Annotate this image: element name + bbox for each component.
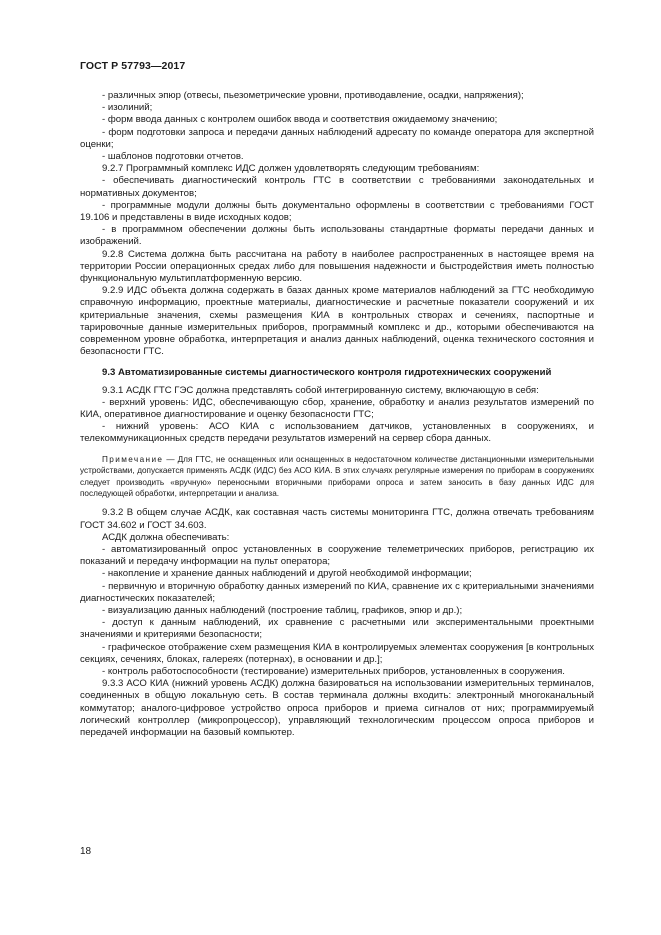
paragraph: 9.3.3 АСО КИА (нижний уровень АСДК) должна базироваться на использовании измерительных терминалов, соединенных в общую локальную сеть. В состав терминала должны входить: электронный многоканальный коммутатор; аналого-цифровое устройство опроса приборов и приема сигналов от них; программируемый логический контроллер (микропроцессор), управляющий технологическим процессом опроса приборов и передачей информации на базовый компьютер. bbox=[80, 678, 594, 738]
paragraph: - изолиний; bbox=[102, 102, 153, 114]
paragraph-block-a bbox=[80, 90, 594, 358]
paragraph: 9.2.9 ИДС объекта должна содержать в базах данных кроме материалов наблюдений за ГТС необходимую справочную информацию, проектные материалы, диагностические и расчетные показатели сооружений и их критериальные значения, схемы размещения КИА в контрольных створах и сечениях, паспортные и тарировочные данные измерительных приборов, программный комплекс и др., которыми обеспечиваются на современном уровне обработка, интерпретация и анализ данных наблюдений, оценка технического состояния и безопасности ГТС. bbox=[80, 285, 594, 358]
paragraph: - шаблонов подготовки отчетов. bbox=[102, 151, 244, 163]
page-number: 18 bbox=[80, 846, 92, 857]
paragraph: 9.3.1 АСДК ГТС ГЭС должна представлять собой интегрированную систему, включающую в себя: bbox=[102, 384, 539, 396]
note-label: Примечание bbox=[102, 454, 164, 464]
paragraph-block-b bbox=[80, 385, 594, 446]
paragraph: - обеспечивать диагностический контроль ГТС в соответствии с требованиями законодательных и нормативных документов; bbox=[80, 175, 594, 199]
paragraph: - автоматизированный опрос установленных в сооружение телеметрических приборов, регистрацию их показаний и передачу информации на пульт оператора; bbox=[80, 543, 594, 568]
paragraph: - визуализацию данных наблюдений (построение таблиц, графиков, эпюр и др.); bbox=[102, 604, 463, 616]
paragraph: - нижний уровень: АСО КИА с использованием датчиков, установленных в сооружениях, и телекоммуникационных средств передачи результатов измерений на сервер сбора данных. bbox=[80, 421, 594, 445]
paragraph: - в программном обеспечении должны быть использованы стандартные форматы передачи данных и изображений. bbox=[80, 224, 594, 248]
paragraph: 9.3.2 В общем случае АСДК, как составная часть системы мониторинга ГТС, должна отвечать требованиям ГОСТ 34.602 и ГОСТ 34.603. bbox=[80, 507, 594, 531]
paragraph: - доступ к данным наблюдений, их сравнение с расчетными или экспериментальными проектными значениями и критериями безопасности; bbox=[80, 617, 594, 641]
paragraph: - форм ввода данных с контролем ошибок ввода и соответствия ожидаемому значению; bbox=[102, 114, 498, 126]
paragraph: 9.2.8 Система должна быть рассчитана на работу в наиболее распространенных в настоящее время на территории России операционных средах либо для повышения надежности и быстродействия иметь полностью функциональную мультиплатформенную версию. bbox=[80, 248, 594, 285]
standard-header: ГОСТ Р 57793—2017 bbox=[80, 60, 186, 72]
paragraph: - форм подготовки запроса и передачи данных наблюдений адресату по команде оператора для экспертной оценки; bbox=[80, 126, 594, 150]
paragraph: - контроль работоспособности (тестирование) измерительных приборов, установленных в сооружения. bbox=[102, 665, 565, 677]
section-heading: 9.3 Автоматизированные системы диагностического контроля гидротехнических сооружений bbox=[102, 367, 552, 379]
note-text: — Для ГТС, не оснащенных или оснащенных в недостаточном количестве дистанционными измерительными устройствами, допускается применять АСДК (ИДС) без АСО КИА. В этих случаях регулярные измерения по приборам в сооружениях следует производить «вручную» переносными вторичными приборами опроса и затем заносить в базу данных ИДС для последующей обработки, интерпретации и анализа. bbox=[80, 454, 594, 498]
paragraph: - первичную и вторичную обработку данных измерений по КИА, сравнение их с критериальными значениями диагностических показателей; bbox=[80, 580, 594, 604]
paragraph: 9.2.7 Программный комплекс ИДС должен удовлетворять следующим требованиям: bbox=[102, 163, 480, 175]
page-content bbox=[80, 90, 594, 739]
paragraph: - верхний уровень: ИДС, обеспечивающую сбор, хранение, обработку и анализ результатов измерений по КИА, оперативное диагностирование и оценку безопасности ГТС; bbox=[80, 396, 594, 421]
paragraph: АСДК должна обеспечивать: bbox=[102, 531, 230, 543]
paragraph: - графическое отображение схем размещения КИА в контролируемых элементах сооружения [в контрольных секциях, сечениях, блоках, галереях (потернах), в основании и др.]; bbox=[80, 641, 594, 665]
note-paragraph bbox=[80, 454, 594, 500]
paragraph-block-c bbox=[80, 507, 594, 739]
paragraph: - накопление и хранение данных наблюдений и другой необходимой информации; bbox=[102, 568, 472, 580]
paragraph: - различных эпюр (отвесы, пьезометрические уровни, противодавление, осадки, напряжения); bbox=[102, 90, 524, 101]
paragraph: - программные модули должны быть документально оформлены в соответствии с требованиями ГОСТ 19.106 и представлены в виде исходных кодов; bbox=[80, 199, 594, 224]
